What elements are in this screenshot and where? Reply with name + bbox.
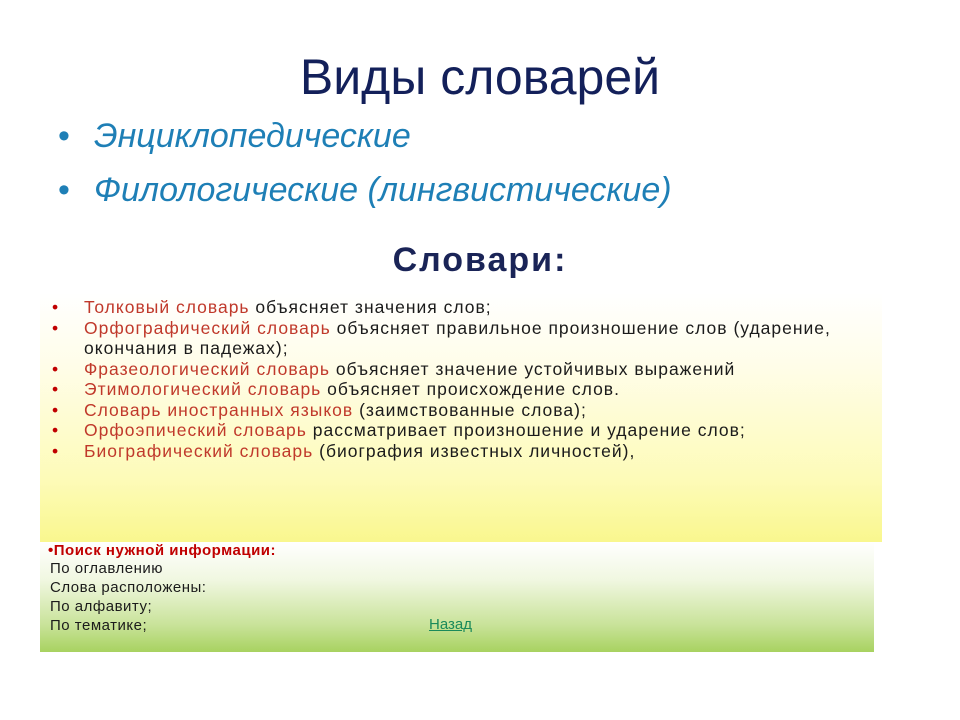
bullet-dot-icon: • — [52, 358, 60, 379]
bullet-dot-icon: • — [52, 379, 60, 399]
dictionary-list — [52, 297, 882, 461]
bullet-dot-icon: • — [52, 420, 60, 440]
bullet-item — [58, 112, 672, 166]
search-line: По тематике; — [50, 617, 148, 634]
slide-title: Виды словарей — [299, 49, 661, 105]
bullet-dot-icon: • — [52, 317, 60, 338]
bullet-dot-icon: • — [52, 297, 60, 317]
dictionary-term: Биографический словарь — [84, 440, 314, 461]
dictionary-panel — [40, 293, 882, 542]
list-item — [52, 318, 882, 359]
bullet-item — [58, 166, 672, 220]
bullet-dot-icon: • — [58, 117, 70, 155]
bullet-dot-icon: • — [58, 171, 70, 209]
type-bullet-list — [58, 112, 672, 220]
dictionary-term: Словарь иностранных языков — [84, 399, 354, 420]
list-item — [52, 441, 882, 462]
search-line: По алфавиту; — [50, 598, 153, 615]
back-link[interactable]: Назад — [429, 616, 472, 633]
bullet-dot-icon: • — [52, 399, 60, 420]
search-line: Слова расположены: — [50, 579, 207, 596]
dictionary-description: объясняет значение устойчивых выражений — [330, 358, 736, 379]
dictionary-description: (заимствованные слова); — [353, 399, 587, 420]
dictionary-term: Орфографический словарь — [84, 317, 331, 338]
dictionary-description: (биография известных личностей), — [313, 440, 636, 461]
dictionary-term: Этимологический словарь — [84, 379, 322, 399]
search-title: •Поиск нужной информации: — [48, 542, 277, 559]
dictionary-term: Орфоэпический словарь — [84, 420, 307, 440]
list-item — [52, 297, 882, 318]
list-item — [52, 379, 882, 400]
search-line: По оглавлению — [50, 560, 164, 577]
bullet-text: Филологические (лингвистические) — [94, 171, 672, 209]
search-panel — [40, 542, 874, 652]
dictionary-description: объясняет значения слов; — [249, 297, 492, 317]
bullet-dot-icon: • — [52, 440, 60, 461]
list-item — [52, 420, 882, 441]
dictionary-term: Фразеологический словарь — [84, 358, 331, 379]
dictionaries-heading: Словари: — [392, 241, 568, 279]
list-item — [52, 400, 882, 421]
bullet-text: Энциклопедические — [94, 117, 411, 155]
dictionary-term: Толковый словарь — [84, 297, 250, 317]
dictionary-description: объясняет происхождение слов. — [321, 379, 620, 399]
dictionary-description: объясняет правильное произношение слов (ударение, окончания в падежах); — [84, 317, 831, 358]
list-item — [52, 359, 882, 380]
dictionary-description: рассматривает произношение и ударение слов; — [306, 420, 746, 440]
